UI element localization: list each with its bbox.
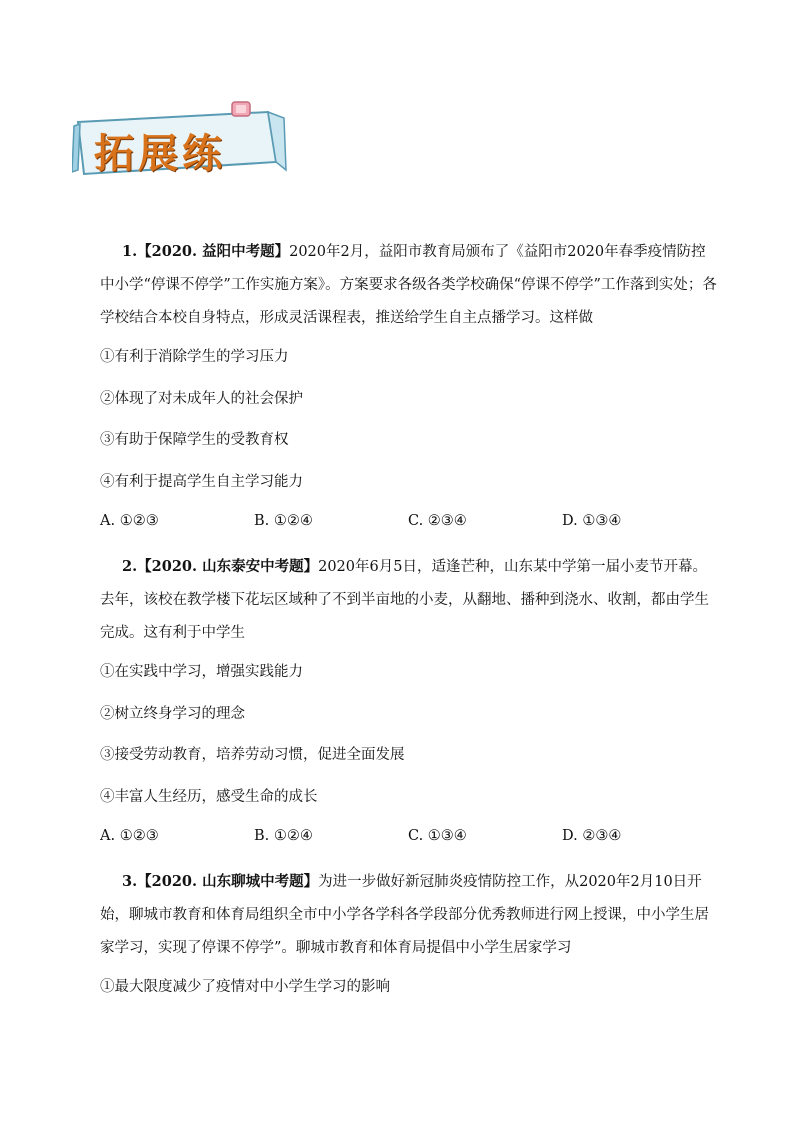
choice-a[interactable]: A. ①②③ (100, 828, 159, 844)
choice-c[interactable]: C. ①③④ (408, 828, 467, 844)
question-text: 为进一步做好新冠肺炎疫情防控工作，从2020年2月10日开始，聊城市教育和体育局组织全市中小学各学科各学段部分优秀教师进行网上授课，中小学生居家学习，实现了停课不停学”。聊城市教育和体育局提倡中小学生居家学习 (100, 874, 709, 956)
choice-a[interactable]: A. ①②③ (100, 513, 159, 529)
question-number: 2. (122, 558, 138, 575)
option-statement: ②体现了对未成年人的社会保护 (100, 390, 303, 407)
option-statement: ③接受劳动教育，培养劳动习惯，促进全面发展 (100, 747, 405, 763)
answer-choices (100, 513, 720, 550)
section-banner (72, 100, 290, 182)
choice-b[interactable]: B. ①②④ (254, 513, 313, 529)
option-statement: ③有助于保障学生的受教育权 (100, 432, 289, 448)
question-stem (100, 235, 720, 335)
question-2 (100, 550, 720, 865)
question-list (100, 235, 720, 1019)
question-stem (100, 865, 720, 965)
choice-d[interactable]: D. ②③④ (562, 828, 622, 844)
option-statement: ④丰富人生经历，感受生命的成长 (100, 788, 318, 805)
answer-choices (100, 828, 720, 865)
option-statement: ①最大限度减少了疫情对中小学生学习的影响 (100, 979, 390, 995)
question-number: 3. (122, 873, 138, 890)
question-source-tag: 【2020. 山东泰安中考题】 (137, 558, 319, 575)
question-3 (100, 865, 720, 1019)
question-number: 1. (122, 243, 138, 260)
question-text: 2020年6月5日，适逢芒种，山东某中学第一届小麦节开幕。去年，该校在教学楼下花坛区域种了不到半亩地的小麦，从翻地、播种到浇水、收割，都由学生完成。这有利于中学生 (100, 559, 709, 641)
option-statement: ①在实践中学习，增强实践能力 (100, 664, 303, 680)
question-text: 2020年2月，益阳市教育局颁布了《益阳市2020年春季疫情防控中小学“停课不停学”工作实施方案》。方案要求各级各类学校确保“停课不停学”工作落到实处；各学校结合本校自身特点，形成灵活课程表，推送给学生自主点播学习。这样做 (100, 244, 717, 326)
choice-c[interactable]: C. ②③④ (408, 513, 467, 529)
choice-d[interactable]: D. ①③④ (562, 513, 622, 529)
question-stem (100, 550, 720, 650)
choice-b[interactable]: B. ①②④ (254, 828, 313, 844)
question-source-tag: 【2020. 山东聊城中考题】 (137, 873, 319, 890)
option-statement: ②树立终身学习的理念 (100, 705, 245, 722)
option-statement: ①有利于消除学生的学习压力 (100, 349, 289, 365)
banner-title: 拓展练 (94, 131, 226, 177)
question-source-tag: 【2020. 益阳中考题】 (137, 243, 290, 260)
option-statement: ④有利于提高学生自主学习能力 (100, 473, 303, 490)
question-1 (100, 235, 720, 550)
